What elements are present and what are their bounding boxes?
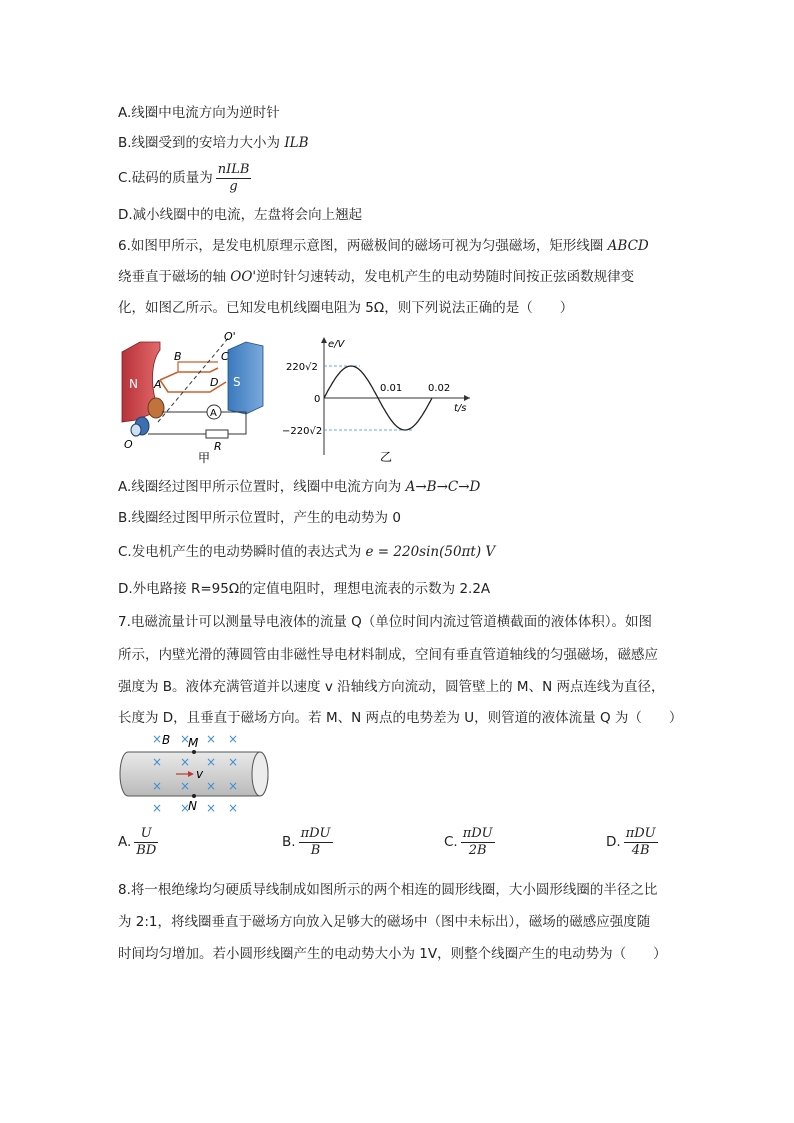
svg-text:B: B [174, 350, 182, 363]
q6-line-1: 6.如图甲所示，是发电机原理示意图，两磁极间的磁场可视为匀强磁场，矩形线圈 ABCD [118, 238, 649, 254]
y-tick-top: 220√2 [286, 362, 318, 373]
q5-option-a: A.线圈中电流方向为逆时针 [118, 105, 280, 121]
svg-text:O': O' [224, 330, 236, 343]
q5-option-b: B.线圈受到的安培力大小为 ILB [118, 135, 309, 151]
resistor [206, 430, 228, 438]
svg-text:C: C [221, 350, 229, 363]
svg-text:×: × [152, 755, 163, 769]
svg-text:×: × [152, 801, 163, 815]
svg-text:×: × [206, 779, 217, 793]
external-circuit [148, 412, 246, 434]
generator-diagram [118, 330, 278, 465]
q8-line-1: 8.将一根绝缘均匀硬质导线制成如图所示的两个相连的圆形线圈，大小圆形线圈的半径之比 [118, 882, 658, 898]
q6-line-3: 化，如图乙所示。已知发电机线圈电阻为 5Ω，则下列说法正确的是（ ） [118, 300, 574, 316]
svg-text:D: D [210, 376, 219, 389]
svg-text:×: × [180, 755, 191, 769]
svg-text:×: × [228, 801, 239, 815]
x-axis-label: t/s [454, 403, 467, 414]
svg-text:×: × [206, 732, 217, 746]
svg-text:×: × [228, 779, 239, 793]
q6-option-a: A.线圈经过图甲所示位置时，线圈中电流方向为 A→B→C→D [118, 479, 481, 495]
q7-line-2: 所示，内壁光滑的薄圆管由非磁性导电材料制成，空间有垂直管道轴线的匀强磁场，磁感应 [118, 647, 658, 663]
figure-jia-caption: 甲 [198, 451, 211, 465]
figure-yi-caption: 乙 [380, 450, 393, 463]
y-axis-label: e/V [328, 339, 345, 350]
svg-text:×: × [206, 801, 217, 815]
q6-line-2: 绕垂直于磁场的轴 OO'逆时针匀速转动，发电机产生的电动势随时间按正弦函数规律变 [118, 269, 635, 285]
q7-line-4: 长度为 D，且垂直于磁场方向。若 M、N 两点的电势差为 U，则管道的液体流量 Q 为（ ） [118, 710, 683, 726]
svg-text:×: × [180, 801, 191, 815]
svg-text:N: N [188, 799, 197, 813]
y-tick-bottom: −220√2 [282, 426, 323, 437]
origin-label: 0 [314, 394, 321, 405]
q8-line-3: 时间均匀增加。若小圆形线圈产生的电动势大小为 1V，则整个线圈产生的电动势为（ ） [118, 946, 667, 962]
q7-line-1: 7.电磁流量计可以测量导电液体的流量 Q（单位时间内流过管道横截面的液体体积）。如图 [118, 614, 653, 630]
svg-text:R: R [214, 440, 222, 453]
svg-text:×: × [180, 732, 191, 746]
north-label: N [129, 377, 138, 391]
x-tick-2: 0.02 [428, 383, 451, 394]
q5-option-d: D.减小线圈中的电流，左盘将会向上翘起 [118, 207, 363, 223]
svg-text:×: × [228, 755, 239, 769]
south-label: S [233, 375, 241, 389]
svg-text:A: A [210, 408, 217, 419]
q8-line-2: 为 2:1，将线圈垂直于磁场方向放入足够大的磁场中（图中未标出），磁场的磁感应强度随 [118, 914, 651, 930]
q7-line-3: 强度为 B。液体充满管道并以速度 v 沿轴线方向流动，圆管壁上的 M、N 两点连线为直径， [118, 679, 665, 695]
slip-ring [148, 398, 164, 418]
point-m [192, 750, 196, 754]
mass-fraction: $\frac{\text{nILB}}{g}$ [217, 161, 250, 194]
svg-text:×: × [152, 732, 163, 746]
emf-time-chart [282, 333, 478, 463]
field-label-b: B [162, 733, 171, 747]
svg-text:×: × [228, 732, 239, 746]
svg-text:M: M [188, 736, 199, 750]
q7-option-c: C. $\frac{\text{πDU}}{2B}$ [444, 825, 493, 858]
q7-option-d: D. $\frac{\text{πDU}}{4B}$ [606, 825, 656, 858]
q7-option-b: B. $\frac{\text{πDU}}{B}$ [282, 825, 331, 858]
svg-text:×: × [206, 755, 217, 769]
svg-text:v: v [196, 767, 204, 781]
svg-text:×: × [180, 779, 191, 793]
q7-option-a: A. $\frac{U}{BD}$ [118, 825, 157, 858]
q6-option-c: C.发电机产生的电动势瞬时值的表达式为 e = 220sin(50πt) V [118, 544, 496, 560]
svg-text:×: × [152, 779, 163, 793]
flow-meter-diagram [118, 730, 278, 818]
svg-text:A: A [154, 378, 162, 391]
q5-option-c: C.砝码的质量为 $\frac{\text{nILB}}{g}$ [118, 161, 250, 194]
x-tick-1: 0.01 [380, 383, 403, 394]
q6-option-d: D.外电路接 R=95Ω的定值电阻时，理想电流表的示数为 2.2A [118, 581, 491, 597]
q6-option-b: B.线圈经过图甲所示位置时，产生的电动势为 0 [118, 510, 401, 526]
point-n [192, 794, 196, 798]
svg-text:O: O [124, 438, 133, 451]
